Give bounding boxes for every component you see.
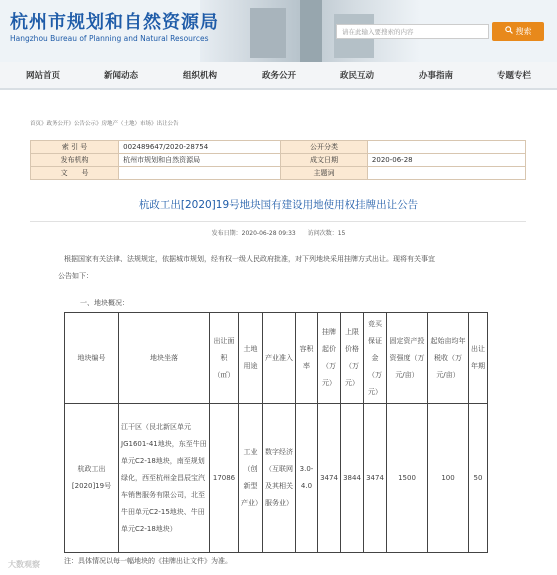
parcel-tax-cell: 100	[428, 404, 469, 553]
header-cell: 挂牌起价（万元）	[318, 313, 341, 404]
title-divider	[30, 221, 526, 222]
date-value: 2020-06-28	[367, 154, 525, 167]
parcel-deposit-cell: 3474	[364, 404, 387, 553]
site-subtitle: Hangzhou Bureau of Planning and Natural Resources	[10, 34, 209, 43]
header-cell: 土地用途	[239, 313, 263, 404]
parcel-cap-price-cell: 3844	[341, 404, 364, 553]
search-input[interactable]: 请在此输入要搜索的内容	[336, 24, 489, 39]
watermark-logo: 大数观察	[8, 560, 40, 569]
parcel-far-cell: 3.0-4.0	[296, 404, 318, 553]
header-cell: 地块编号	[65, 313, 119, 404]
parcel-start-price-cell: 3474	[318, 404, 341, 553]
parcel-industry-cell: 数字经济（互联网及其相关服务业）	[263, 404, 296, 553]
header-cell: 上限价格（万元）	[341, 313, 364, 404]
intro-paragraph	[58, 251, 504, 285]
index-label: 索 引 号	[31, 141, 119, 154]
header-cell: 产业准入	[263, 313, 296, 404]
breadcrumb[interactable]: 首页》政务公开》公告公示》房地产（土地）市场》出让公告	[30, 121, 179, 127]
category-value	[367, 141, 525, 154]
search-button-label: 搜索	[515, 27, 532, 36]
search-button[interactable]	[492, 22, 544, 41]
nav-special-topics[interactable]: 专题专栏	[497, 71, 532, 81]
main-nav	[0, 62, 557, 90]
org-value: 杭州市规划和自然资源局	[119, 154, 281, 167]
site-title[interactable]: 杭州市规划和自然资源局	[10, 12, 219, 33]
document-info-table	[30, 140, 526, 180]
date-label: 成文日期	[281, 154, 368, 167]
nav-news[interactable]: 新闻动态	[104, 71, 139, 81]
index-value: 002489647/2020-28754	[119, 141, 281, 154]
parcel-location-cell: 江干区（艮北新区单元JG1601-41地块，东至牛田单元C2-18地块，南至规划绿化，西至杭州金昌辰宝汽车销售服务有限公司，北至牛田单元C2-15地块、牛田单元C2-18地块）	[119, 404, 210, 553]
header-building-shape	[250, 8, 286, 58]
nav-interaction[interactable]: 政民互动	[340, 71, 375, 81]
docno-label: 文 号	[31, 167, 119, 180]
table-header-row	[65, 313, 488, 404]
page-title: 杭政工出[2020]19号地块国有建设用地使用权挂牌出让公告	[138, 199, 419, 211]
header-cell: 出让面积（㎡）	[210, 313, 239, 404]
intro-line-2: 公告如下：	[58, 272, 93, 280]
subject-label: 主题词	[281, 167, 368, 180]
header-cell: 出让年期	[469, 313, 488, 404]
publish-meta: 发布日期：2020-06-28 09:33 访问次数：15	[211, 230, 346, 237]
intro-line-1: 根据国家有关法律、法规规定，依据城市规划，经有权一级人民政府批准，对下列地块采用挂牌方式出让。现将有关事宜	[64, 255, 435, 263]
parcel-table	[64, 312, 488, 553]
category-label: 公开分类	[281, 141, 368, 154]
table-row	[65, 404, 488, 553]
subject-value	[367, 167, 525, 180]
nav-organization[interactable]: 组织机构	[183, 71, 218, 81]
header-building-shape	[300, 0, 322, 62]
parcel-id-cell: 杭政工出[2020]19号	[65, 404, 119, 553]
parcel-investment-cell: 1500	[387, 404, 428, 553]
parcel-term-cell: 50	[469, 404, 488, 553]
parcel-use-cell: 工业（创新型产业）	[239, 404, 263, 553]
header-cell: 固定资产投资强度（万元/亩）	[387, 313, 428, 404]
parcel-area-cell: 17086	[210, 404, 239, 553]
nav-gov-affairs[interactable]: 政务公开	[262, 71, 297, 81]
site-header	[0, 0, 557, 62]
header-cell: 地块坐落	[119, 313, 210, 404]
org-label: 发布机构	[31, 154, 119, 167]
section-heading: 一、地块概况：	[80, 299, 129, 307]
nav-home[interactable]: 网站首页	[26, 71, 61, 81]
docno-value	[119, 167, 281, 180]
header-cell: 起始亩均年税收（万元/亩）	[428, 313, 469, 404]
magnifier-icon	[505, 22, 513, 41]
header-cell: 竞买保证金（万元）	[364, 313, 387, 404]
header-cell: 容积率	[296, 313, 318, 404]
footnote: 注：具体情况以每一幅地块的《挂牌出让文件》为准。	[64, 557, 232, 565]
nav-service-guide[interactable]: 办事指南	[419, 71, 454, 81]
